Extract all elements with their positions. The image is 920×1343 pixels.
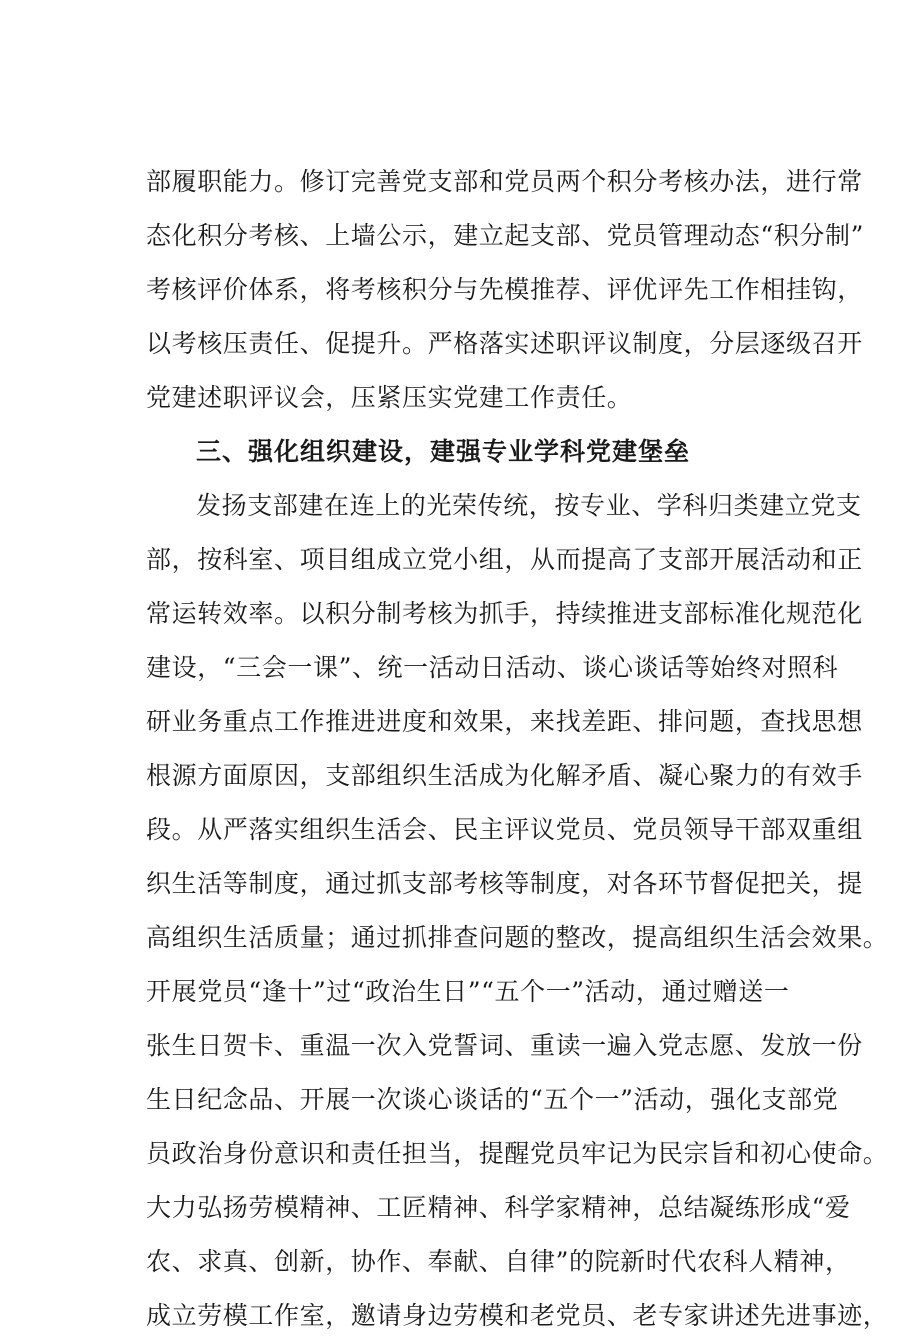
section-heading: 三、强化组织建设，建强专业学科党建堡垒 bbox=[196, 437, 691, 466]
text-line: 大力弘扬劳模精神、工匠精神、科学家精神，总结凝练形成“爱 bbox=[146, 1193, 851, 1222]
text-line: 织生活等制度，通过抓支部考核等制度，对各环节督促把关，提 bbox=[146, 869, 863, 898]
text-line: 考核评价体系，将考核积分与先模推荐、评优评先工作相挂钩， bbox=[146, 275, 863, 304]
text-line: 高组织生活质量；通过抓排查问题的整改，提高组织生活会效果。 bbox=[146, 923, 889, 952]
text-line: 段。从严落实组织生活会、民主评议党员、党员领导干部双重组 bbox=[146, 815, 863, 844]
text-line: 生日纪念品、开展一次谈心谈话的“五个一”活动，强化支部党 bbox=[146, 1085, 839, 1114]
body-text bbox=[146, 155, 889, 1343]
text-line: 部履职能力。修订完善党支部和党员两个积分考核办法，进行常 bbox=[146, 167, 863, 196]
text-line: 建设，“三会一课”、统一活动日活动、谈心谈话等始终对照科 bbox=[146, 653, 839, 682]
text-line: 以考核压责任、促提升。严格落实述职评议制度，分层逐级召开 bbox=[146, 329, 863, 358]
text-line: 开展党员“逢十”过“政治生日”“五个一”活动，通过赠送一 bbox=[146, 977, 790, 1006]
text-line: 农、求真、创新，协作、奉献、自律”的院新时代农科人精神， bbox=[146, 1247, 851, 1276]
text-line: 部，按科室、项目组成立党小组，从而提高了支部开展活动和正 bbox=[146, 545, 863, 574]
text-line: 发扬支部建在连上的光荣传统，按专业、学科归类建立党支 bbox=[196, 491, 862, 520]
text-line: 研业务重点工作推进进度和效果，来找差距、排问题，查找思想 bbox=[146, 707, 863, 736]
text-line: 根源方面原因，支部组织生活成为化解矛盾、凝心聚力的有效手 bbox=[146, 761, 863, 790]
text-line: 张生日贺卡、重温一次入党誓词、重读一遍入党志愿、发放一份 bbox=[146, 1031, 863, 1060]
text-line: 成立劳模工作室，邀请身边劳模和老党员、老专家讲述先进事迹， bbox=[146, 1301, 889, 1330]
text-line: 态化积分考核、上墙公示，建立起支部、党员管理动态“积分制” bbox=[146, 221, 864, 250]
text-line: 党建述职评议会，压紧压实党建工作责任。 bbox=[146, 383, 633, 412]
text-line: 常运转效率。以积分制考核为抓手，持续推进支部标准化规范化 bbox=[146, 599, 863, 628]
text-line: 员政治身份意识和责任担当，提醒党员牢记为民宗旨和初心使命。 bbox=[146, 1139, 889, 1168]
